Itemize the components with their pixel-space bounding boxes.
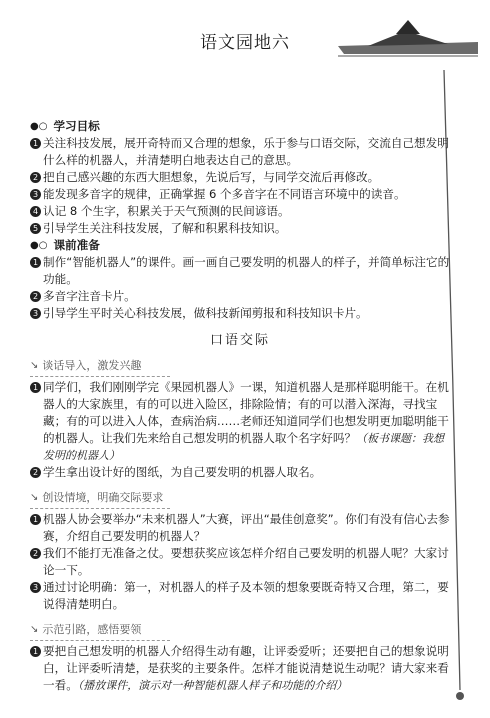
sub-heading: [30, 489, 450, 506]
item-text: 引导学生关注科技发展，了解和积累科技知识。: [43, 221, 287, 235]
oral-communication-title: 口语交际: [209, 333, 270, 348]
number-badge: 2: [30, 291, 41, 302]
dashed-divider: [30, 376, 170, 377]
list-item: [30, 305, 450, 322]
item-note: （播放课件，演示对一种智能机器人样子和功能的介绍）: [77, 679, 348, 692]
item-text: 学生拿出设计好的图纸，为自己要发明的机器人取名。: [43, 465, 322, 479]
dashed-divider: [30, 640, 170, 641]
number-badge: 3: [30, 189, 41, 200]
list-item: [30, 288, 450, 305]
page-content: [30, 118, 450, 694]
sub-heading: [30, 621, 450, 638]
list-item: [30, 464, 450, 481]
section-heading-text: 学习目标: [53, 119, 100, 133]
number-badge: 1: [30, 138, 41, 149]
bullet-icon: ●○: [30, 240, 48, 251]
page-title: 语文园地六: [200, 33, 290, 53]
item-text: 制作“智能机器人”的课件。画一画自己要发明的机器人的样子，并简单标注它的功能。: [43, 255, 450, 286]
item-body: 要把自己想发明的机器人介绍得生动有趣，让评委爱听；还要把自己的想象说明白，让评委听清楚，是获奖的主要条件。怎样才能说清楚说生动呢？请大家来看一看。: [43, 644, 449, 692]
list-item: [30, 511, 450, 545]
sub-heading: [30, 357, 450, 374]
number-badge: 1: [30, 646, 41, 657]
section-heading-goals: [30, 118, 450, 135]
sub-heading-text: 谈话导入，激发兴趣: [42, 359, 142, 372]
arrow-icon: ↘: [30, 360, 39, 371]
item-text: [43, 379, 450, 464]
item-body: 同学们，我们刚刚学完《果园机器人》一课，知道机器人是那样聪明能干。在机器人的大家族里，有的可以进入险区，排除险情；有的可以潜入深海，寻找宝藏；有的可以进入人体，查病治病……老师还知道同学们也想发明更加聪明能干的机器人。让我们先来给自己想发明的机器人取个名字好吗？: [43, 380, 449, 445]
number-badge: 2: [30, 172, 41, 183]
list-item: [30, 643, 450, 694]
number-badge: 3: [30, 582, 41, 593]
arrow-icon: ↘: [30, 624, 39, 635]
item-text: 能发现多音字的规律，正确掌握 6 个多音字在不同语言环境中的读音。: [43, 187, 406, 201]
arrow-icon: ↘: [30, 492, 39, 503]
item-text: 通过讨论明确：第一，对机器人的样子及本领的想象要既奇特又合理，第二，要说得清楚明白。: [43, 580, 449, 611]
list-item: [30, 545, 450, 579]
sub-heading-text: 创设情境，明确交际要求: [42, 491, 164, 504]
number-badge: 1: [30, 514, 41, 525]
list-item: [30, 186, 450, 203]
number-badge: 3: [30, 308, 41, 319]
section-heading-text: 课前准备: [53, 238, 100, 252]
list-item: [30, 379, 450, 464]
item-text: 认记 8 个生字，积累关于天气预测的民间谚语。: [43, 204, 290, 218]
item-text: 我们不能打无准备之仗。要想获奖应该怎样介绍自己要发明的机器人呢？大家讨论一下。: [43, 546, 449, 577]
section-heading-preparation: [30, 237, 450, 254]
number-badge: 1: [30, 257, 41, 268]
list-item: [30, 254, 450, 288]
item-text: 多音字注音卡片。: [43, 289, 136, 303]
list-item: [30, 169, 450, 186]
list-item: [30, 579, 450, 613]
list-item: [30, 203, 450, 220]
item-text: 关注科技发展，展开奇特而又合理的想象，乐于参与口语交际，交流自己想发明什么样的机器人，并清楚明白地表达自己的意思。: [43, 136, 449, 167]
item-text: [43, 643, 450, 694]
item-note: （板书课题：我想发明的机器人）: [43, 432, 445, 462]
list-item: [30, 220, 450, 237]
number-badge: 4: [30, 206, 41, 217]
number-badge: 1: [30, 382, 41, 393]
sub-heading-text: 示范引路，感悟要领: [42, 623, 142, 636]
number-badge: 2: [30, 467, 41, 478]
number-badge: 5: [30, 223, 41, 234]
list-item: [30, 135, 450, 169]
number-badge: 2: [30, 548, 41, 559]
item-text: 机器人协会要举办“未来机器人”大赛，评出“最佳创意奖”。你们有没有信心去参赛，介绍自己要发明的机器人？: [43, 512, 450, 543]
dashed-divider: [30, 508, 170, 509]
bullet-icon: ●○: [30, 121, 48, 132]
item-text: 引导学生平时关心科技发展，做科技新闻剪报和科技知识卡片。: [43, 306, 368, 320]
item-text: 把自己感兴趣的东西大胆想象，先说后写，与同学交流后再修改。: [43, 170, 380, 184]
ship-decoration-icon: [338, 20, 478, 62]
